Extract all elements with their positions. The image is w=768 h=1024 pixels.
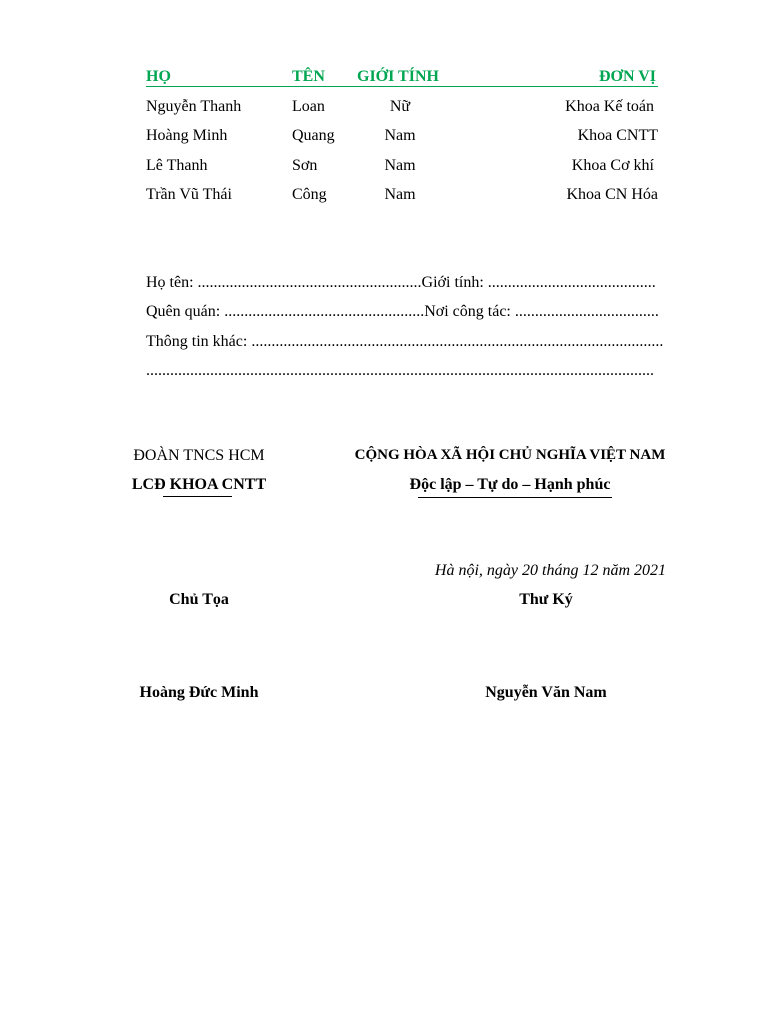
cell-ho: Trần Vũ Thái	[146, 186, 232, 203]
signature-name-chair: Hoàng Đức Minh	[139, 684, 259, 701]
cell-don-vi: Khoa CN Hóa	[566, 186, 658, 203]
signature-name-secretary: Nguyễn Văn Nam	[485, 684, 607, 701]
header-underline	[146, 86, 658, 87]
col-header-gioi-tinh: GIỚI TÍNH	[357, 68, 439, 85]
cell-ten: Quang	[292, 127, 335, 144]
nation-name: CỘNG HÒA XÃ HỘI CHỦ NGHĨA VIỆT NAM	[354, 447, 666, 463]
cell-gioi-tinh: Nam	[384, 127, 416, 144]
cell-don-vi: Khoa Cơ khí	[571, 157, 654, 174]
cell-ho: Lê Thanh	[146, 157, 208, 174]
cell-ten: Loan	[292, 98, 325, 115]
cell-gioi-tinh: Nữ	[389, 98, 411, 115]
cell-gioi-tinh: Nam	[384, 186, 416, 203]
nation-motto: Độc lập – Tự do – Hạnh phúc	[409, 476, 611, 493]
cell-ten: Công	[292, 186, 327, 203]
cell-don-vi: Khoa Kế toán	[565, 98, 654, 115]
form-line-ho-ten: Họ tên: ........................................................Giới tính: ..........................................	[146, 274, 656, 291]
form-line-blank: ...............................................................................................................................	[146, 362, 654, 379]
org-underline	[163, 496, 232, 497]
cell-don-vi: Khoa CNTT	[577, 127, 658, 144]
signature-title-chair: Chủ Tọa	[169, 591, 229, 608]
motto-underline	[418, 497, 612, 498]
form-line-que-quan: Quên quán: ..................................................Nơi công tác: ....................................	[146, 303, 659, 320]
cell-ten: Sơn	[292, 157, 318, 174]
col-header-ten: TÊN	[292, 68, 325, 85]
cell-ho: Nguyễn Thanh	[146, 98, 242, 115]
org-unit: LCĐ KHOA CNTT	[131, 476, 267, 493]
signature-title-secretary: Thư Ký	[519, 591, 573, 608]
org-name: ĐOÀN TNCS HCM	[133, 447, 265, 464]
col-header-don-vi: ĐƠN VỊ	[598, 68, 656, 85]
date-line: Hà nội, ngày 20 tháng 12 năm 2021	[434, 562, 666, 579]
form-line-thong-tin: Thông tin khác: .......................................................................................................	[146, 333, 664, 350]
col-header-ho: HỌ	[146, 68, 171, 85]
cell-ho: Hoàng Minh	[146, 127, 228, 144]
cell-gioi-tinh: Nam	[384, 157, 416, 174]
